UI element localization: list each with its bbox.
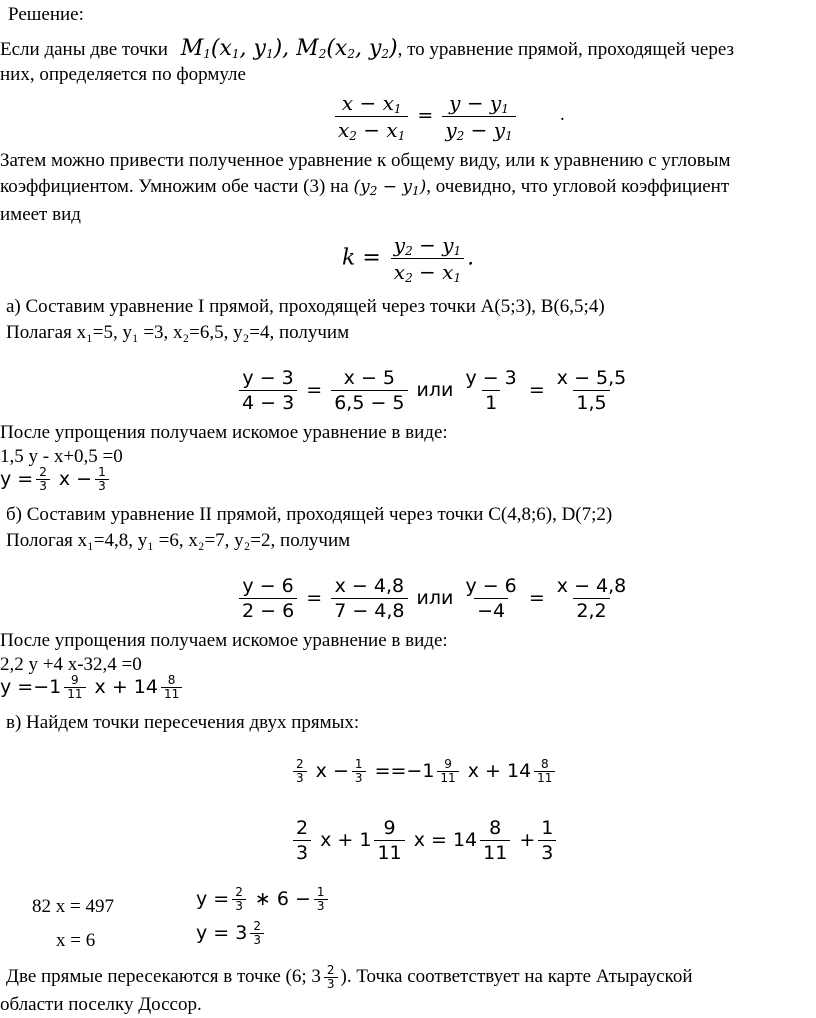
fraction: $\frac{y - 6}{-4}$: [465, 575, 517, 622]
fraction: $\frac{2}{3}$: [293, 758, 307, 785]
fraction: $\frac{y_2 - y_1}{x_2 - x_1}$: [391, 232, 464, 285]
slope-formula: k = $\frac{y_2 - y_1}{x_2 - x_1}$ .: [342, 233, 475, 285]
intro-text: коэффициентом. Умножим обе части (3) на: [0, 176, 349, 197]
part-b-given: Пологая x₁=4,8, y₁ =6, x₂=7, y₂=2, получим: [6, 530, 351, 551]
formula-dot: .: [560, 104, 565, 125]
part-a-slope-form: y = $\frac{2}{3}$ x − $\frac{1}{3}$: [0, 466, 112, 493]
fraction: $\frac{8}{11}$: [161, 674, 182, 701]
fraction: $\frac{9}{11}$: [374, 816, 404, 865]
intersection-equation-1: $\frac{2}{3}$ x − $\frac{1}{3}$ ==−1 $\frac{9}{11}$ x + 14 $\frac{8}{11}$: [290, 758, 558, 785]
solve-x-step-1: 82 x = 497: [32, 896, 114, 917]
multiplier-formula: $(y_2 - y_1)$: [353, 177, 427, 198]
intro-line-1: [0, 38, 734, 61]
intersection-equation-2: $\frac{2}{3}$ x + 1 $\frac{9}{11}$ x = 14 $\frac{8}{11}$ + $\frac{1}{3}$: [290, 816, 559, 865]
fraction: $\frac{8}{11}$: [534, 758, 555, 785]
part-b-equation: $\frac{y - 6}{2 - 6}$ = $\frac{x - 4,8}{7 - 4,8}$ или $\frac{y - 6}{-4}$ = $\frac{x - 4,8}{2,2}$: [236, 574, 632, 623]
fraction: $\frac{x - 5,5}{1,5}$: [556, 367, 627, 414]
part-b-slope-form: y =−1 $\frac{9}{11}$ x + 14 $\frac{8}{11}$: [0, 674, 185, 701]
part-b-general-equation: 2,2 y +4 x-32,4 =0: [0, 654, 142, 675]
conclusion-line-1: [6, 964, 693, 991]
fraction: $\frac{9}{11}$: [64, 674, 85, 701]
intro-text: Если даны две точки: [0, 39, 168, 60]
fraction: $\frac{1}{3}$: [352, 758, 366, 785]
part-a-title: а) Составим уравнение I прямой, проходящей через точки A(5;3), B(6,5;4): [6, 296, 605, 317]
fraction: $\frac{2}{3}$: [232, 886, 246, 913]
fraction: $\frac{y - 3}{4 - 3}$: [239, 366, 297, 415]
part-b-title: б) Составим уравнение II прямой, проходящей через точки C(4,8;6), D(7;2): [6, 504, 613, 525]
points-formula: $M_1(x_1$, $y_1$), $M_2(x_2$, $y_2$): [180, 36, 398, 61]
part-b-simplified-label: После упрощения получаем искомое уравнение в виде:: [0, 630, 448, 651]
fraction: $\frac{x - 5}{6,5 - 5}$: [331, 366, 407, 415]
or-word: или: [416, 379, 454, 401]
part-a-simplified-label: После упрощения получаем искомое уравнение в виде:: [0, 422, 448, 443]
fraction: $\frac{2}{3}$: [324, 964, 338, 991]
fraction: $\frac{2}{3}$: [293, 816, 311, 865]
fraction: $\frac{y - y_1}{y_2 - y_1}$: [442, 90, 515, 143]
intro-line-3: Затем можно привести полученное уравнение к общему виду, или к уравнению с угловым: [0, 150, 731, 171]
fraction: $\frac{x - 4,8}{7 - 4,8}$: [331, 574, 407, 623]
fraction: $\frac{y - 3}{1}$: [465, 367, 517, 414]
conclusion-text: ). Точка соответствует на карте Атырауской: [340, 965, 693, 987]
part-a-general-equation: 1,5 y - x+0,5 =0: [0, 446, 123, 467]
heading: Решение:: [8, 4, 84, 25]
intro-line-5: имеет вид: [0, 204, 81, 225]
part-c-title: в) Найдем точки пересечения двух прямых:: [6, 712, 360, 733]
intro-line-4: [0, 176, 729, 198]
conclusion-text: Две прямые пересекаются в точке (6; 3: [6, 965, 321, 987]
fraction: $\frac{x - 4,8}{2,2}$: [556, 575, 627, 622]
intro-line-2: них, определяется по формуле: [0, 64, 246, 85]
fraction: $\frac{x - x_1}{x_2 - x_1}$: [335, 90, 408, 143]
solve-y-step-1: y = $\frac{2}{3}$ ∗ 6 − $\frac{1}{3}$: [196, 886, 331, 913]
fraction: $\frac{1}{3}$: [314, 886, 328, 913]
solve-y-step-2: y = 3 $\frac{2}{3}$: [196, 920, 267, 947]
fraction: $\frac{8}{11}$: [480, 816, 510, 865]
fraction: $\frac{y - 6}{2 - 6}$: [239, 574, 297, 623]
fraction: $\frac{1}{3}$: [95, 466, 109, 493]
intro-text: , то уравнение прямой, проходящей через: [397, 39, 735, 60]
part-a-equation: $\frac{y - 3}{4 - 3}$ = $\frac{x - 5}{6,5 - 5}$ или $\frac{y - 3}{1}$ = $\frac{x - 5,5}{1,5}$: [236, 366, 632, 415]
fraction: $\frac{2}{3}$: [36, 466, 50, 493]
intro-text: , очевидно, что угловой коэффициент: [426, 176, 730, 197]
fraction: $\frac{2}{3}$: [250, 920, 264, 947]
fraction: $\frac{9}{11}$: [437, 758, 458, 785]
or-word: или: [416, 587, 454, 609]
part-a-given: Полагая x₁=5, y₁ =3, x₂=6,5, y₂=4, получим: [6, 322, 350, 343]
line-equation-formula: $\frac{x - x_1}{x_2 - x_1}$ = $\frac{y - y_1}{y_2 - y_1}$: [332, 90, 519, 143]
conclusion-line-2: области поселку Доссор.: [0, 994, 202, 1015]
solve-x-step-2: x = 6: [56, 930, 96, 951]
fraction: $\frac{1}{3}$: [538, 816, 556, 865]
